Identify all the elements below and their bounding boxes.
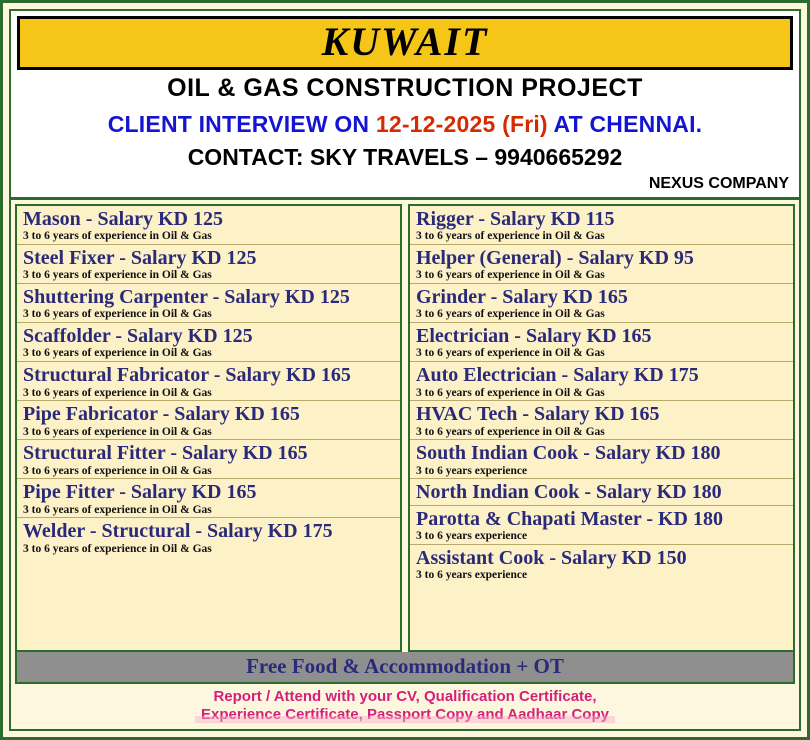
contact-line: CONTACT: SKY TRAVELS – 9940665292 bbox=[187, 144, 623, 170]
job-title: Scaffolder - Salary KD 125 bbox=[23, 325, 253, 348]
job-title: HVAC Tech - Salary KD 165 bbox=[416, 403, 660, 426]
job-item bbox=[410, 284, 793, 323]
interview-prefix: CLIENT INTERVIEW ON bbox=[107, 111, 376, 137]
job-experience: 3 to 6 years of experience in Oil & Gas bbox=[416, 230, 605, 243]
application-note-line-2: Experience Certificate, Passport Copy and Aadhaar Copy bbox=[201, 706, 609, 724]
job-column-left bbox=[15, 204, 402, 652]
job-title: Helper (General) - Salary KD 95 bbox=[416, 247, 694, 270]
job-item bbox=[17, 206, 400, 245]
job-title: Grinder - Salary KD 165 bbox=[416, 286, 628, 309]
job-experience: 3 to 6 years of experience in Oil & Gas bbox=[416, 425, 605, 438]
job-title: Structural Fabricator - Salary KD 165 bbox=[23, 364, 351, 387]
job-experience: 3 to 6 years of experience in Oil & Gas bbox=[23, 269, 212, 282]
job-item bbox=[17, 440, 400, 479]
job-experience: 3 to 6 years experience bbox=[416, 530, 528, 542]
job-item bbox=[410, 206, 793, 245]
job-experience: 3 to 6 years of experience in Oil & Gas bbox=[23, 503, 212, 516]
job-experience: 3 to 6 years experience bbox=[416, 464, 528, 477]
job-title: South Indian Cook - Salary KD 180 bbox=[416, 442, 721, 465]
job-title: Electrician - Salary KD 165 bbox=[416, 325, 652, 348]
job-item bbox=[410, 506, 793, 545]
job-title: Shuttering Carpenter - Salary KD 125 bbox=[23, 286, 350, 309]
job-title: North Indian Cook - Salary KD 180 bbox=[416, 481, 722, 504]
job-title: Pipe Fitter - Salary KD 165 bbox=[23, 481, 257, 504]
job-item bbox=[410, 245, 793, 284]
country-title: KUWAIT bbox=[321, 19, 489, 64]
poster-inner-frame bbox=[9, 9, 801, 731]
job-item bbox=[410, 323, 793, 362]
job-item bbox=[410, 362, 793, 401]
job-item bbox=[410, 479, 793, 505]
benefits-banner: Free Food & Accommodation + OT bbox=[15, 652, 795, 684]
interview-location: AT CHENNAI. bbox=[547, 111, 703, 137]
job-listings bbox=[11, 200, 799, 652]
job-item bbox=[17, 284, 400, 323]
job-title: Mason - Salary KD 125 bbox=[23, 208, 223, 230]
application-note bbox=[15, 684, 795, 726]
poster-footer bbox=[11, 652, 799, 730]
job-experience: 3 to 6 years experience bbox=[416, 569, 528, 582]
job-item bbox=[410, 440, 793, 479]
job-item bbox=[17, 245, 400, 284]
country-title-bar bbox=[17, 16, 793, 70]
job-experience: 3 to 6 years of experience in Oil & Gas bbox=[23, 230, 212, 243]
job-experience: 3 to 6 years of experience in Oil & Gas bbox=[23, 347, 212, 360]
job-title: Structural Fitter - Salary KD 165 bbox=[23, 442, 308, 465]
job-experience: 3 to 6 years of experience in Oil & Gas bbox=[416, 386, 605, 399]
job-title: Assistant Cook - Salary KD 150 bbox=[416, 546, 687, 569]
poster-header bbox=[11, 11, 799, 200]
job-experience: 3 to 6 years of experience in Oil & Gas bbox=[416, 269, 605, 282]
job-item bbox=[17, 401, 400, 440]
job-item bbox=[17, 518, 400, 556]
job-item bbox=[410, 545, 793, 583]
job-experience: 3 to 6 years of experience in Oil & Gas bbox=[23, 464, 212, 477]
job-title: Parotta & Chapati Master - KD 180 bbox=[416, 507, 723, 530]
job-item bbox=[410, 401, 793, 440]
interview-line bbox=[11, 111, 799, 138]
company-name: NEXUS COMPANY bbox=[648, 175, 789, 192]
job-title: Steel Fixer - Salary KD 125 bbox=[23, 247, 257, 270]
job-title: Auto Electrician - Salary KD 175 bbox=[416, 364, 699, 387]
job-title: Pipe Fabricator - Salary KD 165 bbox=[23, 403, 300, 426]
job-experience: 3 to 6 years of experience in Oil & Gas bbox=[23, 542, 212, 555]
job-experience: 3 to 6 years of experience in Oil & Gas bbox=[23, 425, 212, 438]
job-experience: 3 to 6 years of experience in Oil & Gas bbox=[416, 308, 605, 321]
job-item bbox=[17, 362, 400, 401]
job-column-right bbox=[408, 204, 795, 652]
interview-date: 12-12-2025 (Fri) bbox=[375, 111, 548, 137]
job-experience: 3 to 6 years of experience in Oil & Gas bbox=[23, 386, 212, 399]
job-item bbox=[17, 323, 400, 362]
job-experience: 3 to 6 years of experience in Oil & Gas bbox=[416, 347, 605, 360]
job-title: Welder - Structural - Salary KD 175 bbox=[23, 520, 333, 543]
job-title: Rigger - Salary KD 115 bbox=[416, 208, 615, 230]
job-item bbox=[17, 479, 400, 518]
application-note-line-1: Report / Attend with your CV, Qualification Certificate, bbox=[213, 687, 597, 705]
job-experience: 3 to 6 years of experience in Oil & Gas bbox=[23, 308, 212, 321]
project-title: OIL & GAS CONSTRUCTION PROJECT bbox=[167, 74, 643, 102]
